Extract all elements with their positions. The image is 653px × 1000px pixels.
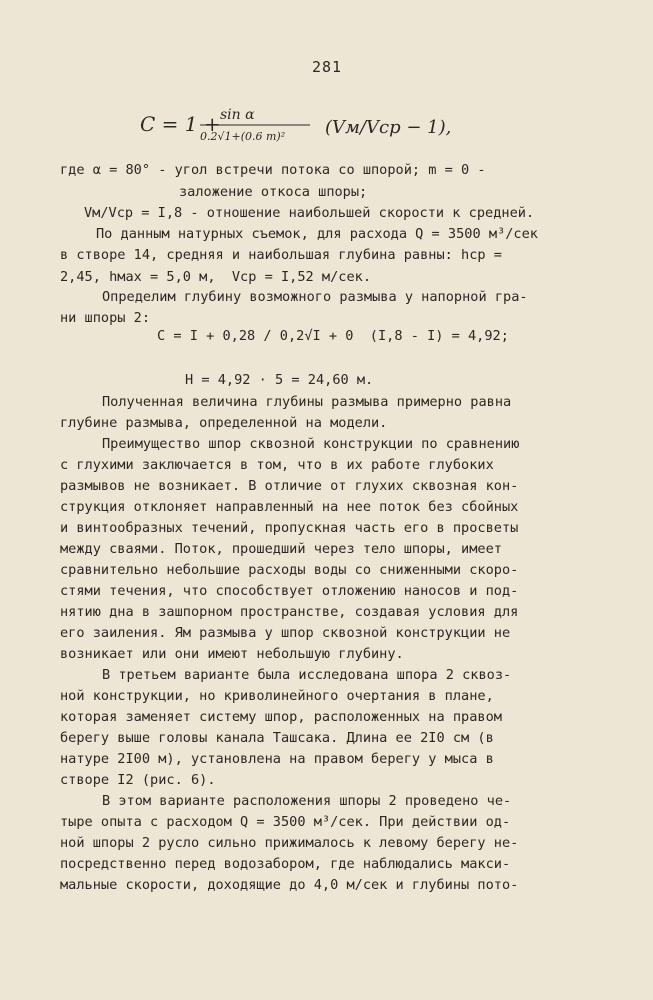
text-line-11: Полученная величина глубины размыва примерно равна	[102, 394, 512, 410]
text-line-27: берегу выше головы канала Ташсака. Длина ее 2I0 см (в	[60, 730, 494, 746]
text-line-16: струкция отклоняет направленный на нее поток без сбойных	[60, 499, 519, 515]
text-line-15: размывов не возникает. В отличие от глухих сквозная кон-	[60, 478, 519, 494]
text-line-31: тыре опыта с расходом Q = 3500 м³/сек. При действии од-	[60, 814, 511, 830]
text-line-4: По данным натурных съемок, для расхода Q = 3500 м³/сек	[96, 226, 538, 242]
text-line-7: Определим глубину возможного размыва у напорной гра-	[102, 289, 528, 305]
text-line-28: натуре 2I00 м), установлена на правом берегу у мыса в	[60, 751, 494, 767]
text-line-3: Vм/Vср = I,8 - отношение наибольшей скорости к средней.	[84, 205, 535, 221]
formula-c-line: C = I + 0,28 / 0,2√I + 0 (I,8 - I) = 4,92;	[157, 328, 509, 344]
text-line-14: с глухими заключается в том, что в их работе глубоких	[60, 457, 494, 473]
text-line-1: где α = 80° - угол встречи потока со шпорой; m = 0 -	[60, 162, 486, 178]
text-line-6: 2,45, hмах = 5,0 м, Vср = I,52 м/сек.	[60, 269, 371, 285]
page-number: 281	[312, 58, 343, 76]
text-line-24: В третьем варианте была исследована шпора 2 сквоз-	[102, 667, 512, 683]
formula-parenthesis: (Vм/Vср − 1),	[325, 117, 452, 138]
text-line-30: В этом варианте расположения шпоры 2 проведено че-	[102, 793, 512, 809]
text-line-32: ной шпоры 2 русло сильно прижималось к левому берегу не-	[60, 835, 519, 851]
formula-denominator: 0.2√1+(0.6 m)²	[200, 130, 286, 143]
text-line-29: створе I2 (рис. 6).	[60, 772, 216, 788]
text-line-33: посредственно перед водозабором, где наблюдались макси-	[60, 856, 511, 872]
text-line-23: возникает или они имеют небольшую глубину.	[60, 646, 404, 662]
text-line-21: нятию дна в зашпорном пространстве, создавая условия для	[60, 604, 519, 620]
text-line-19: сравнительно небольшие расходы воды со сниженными скоро-	[60, 562, 519, 578]
text-line-8: ни шпоры 2:	[60, 310, 151, 326]
text-line-2: заложение откоса шпоры;	[179, 184, 368, 200]
text-line-34: мальные скорости, доходящие до 4,0 м/сек и глубины пото-	[60, 877, 519, 893]
text-line-17: и винтообразных течений, пропускная часть его в просветы	[60, 520, 519, 536]
text-line-25: ной конструкции, но криволинейного очертания в плане,	[60, 688, 494, 704]
text-line-20: стями течения, что способствует отложению наносов и под-	[60, 583, 519, 599]
formula-lhs: C = 1 +	[140, 112, 221, 136]
text-line-26: которая заменяет систему шпор, расположенных на правом	[60, 709, 502, 725]
text-line-5: в створе 14, средняя и наибольшая глубина равны: hср =	[60, 247, 502, 263]
text-line-18: между сваями. Поток, прошедший через тело шпоры, имеет	[60, 541, 502, 557]
formula-h-line: H = 4,92 · 5 = 24,60 м.	[185, 372, 374, 388]
handwritten-formula	[140, 100, 460, 150]
text-line-12: глубине размыва, определенной на модели.	[60, 415, 388, 431]
formula-numerator: sin α	[220, 107, 255, 123]
text-line-22: его заиления. Ям размыва у шпор сквозной конструкции не	[60, 625, 511, 641]
text-line-13: Преимущество шпор сквозной конструкции по сравнению	[102, 436, 520, 452]
